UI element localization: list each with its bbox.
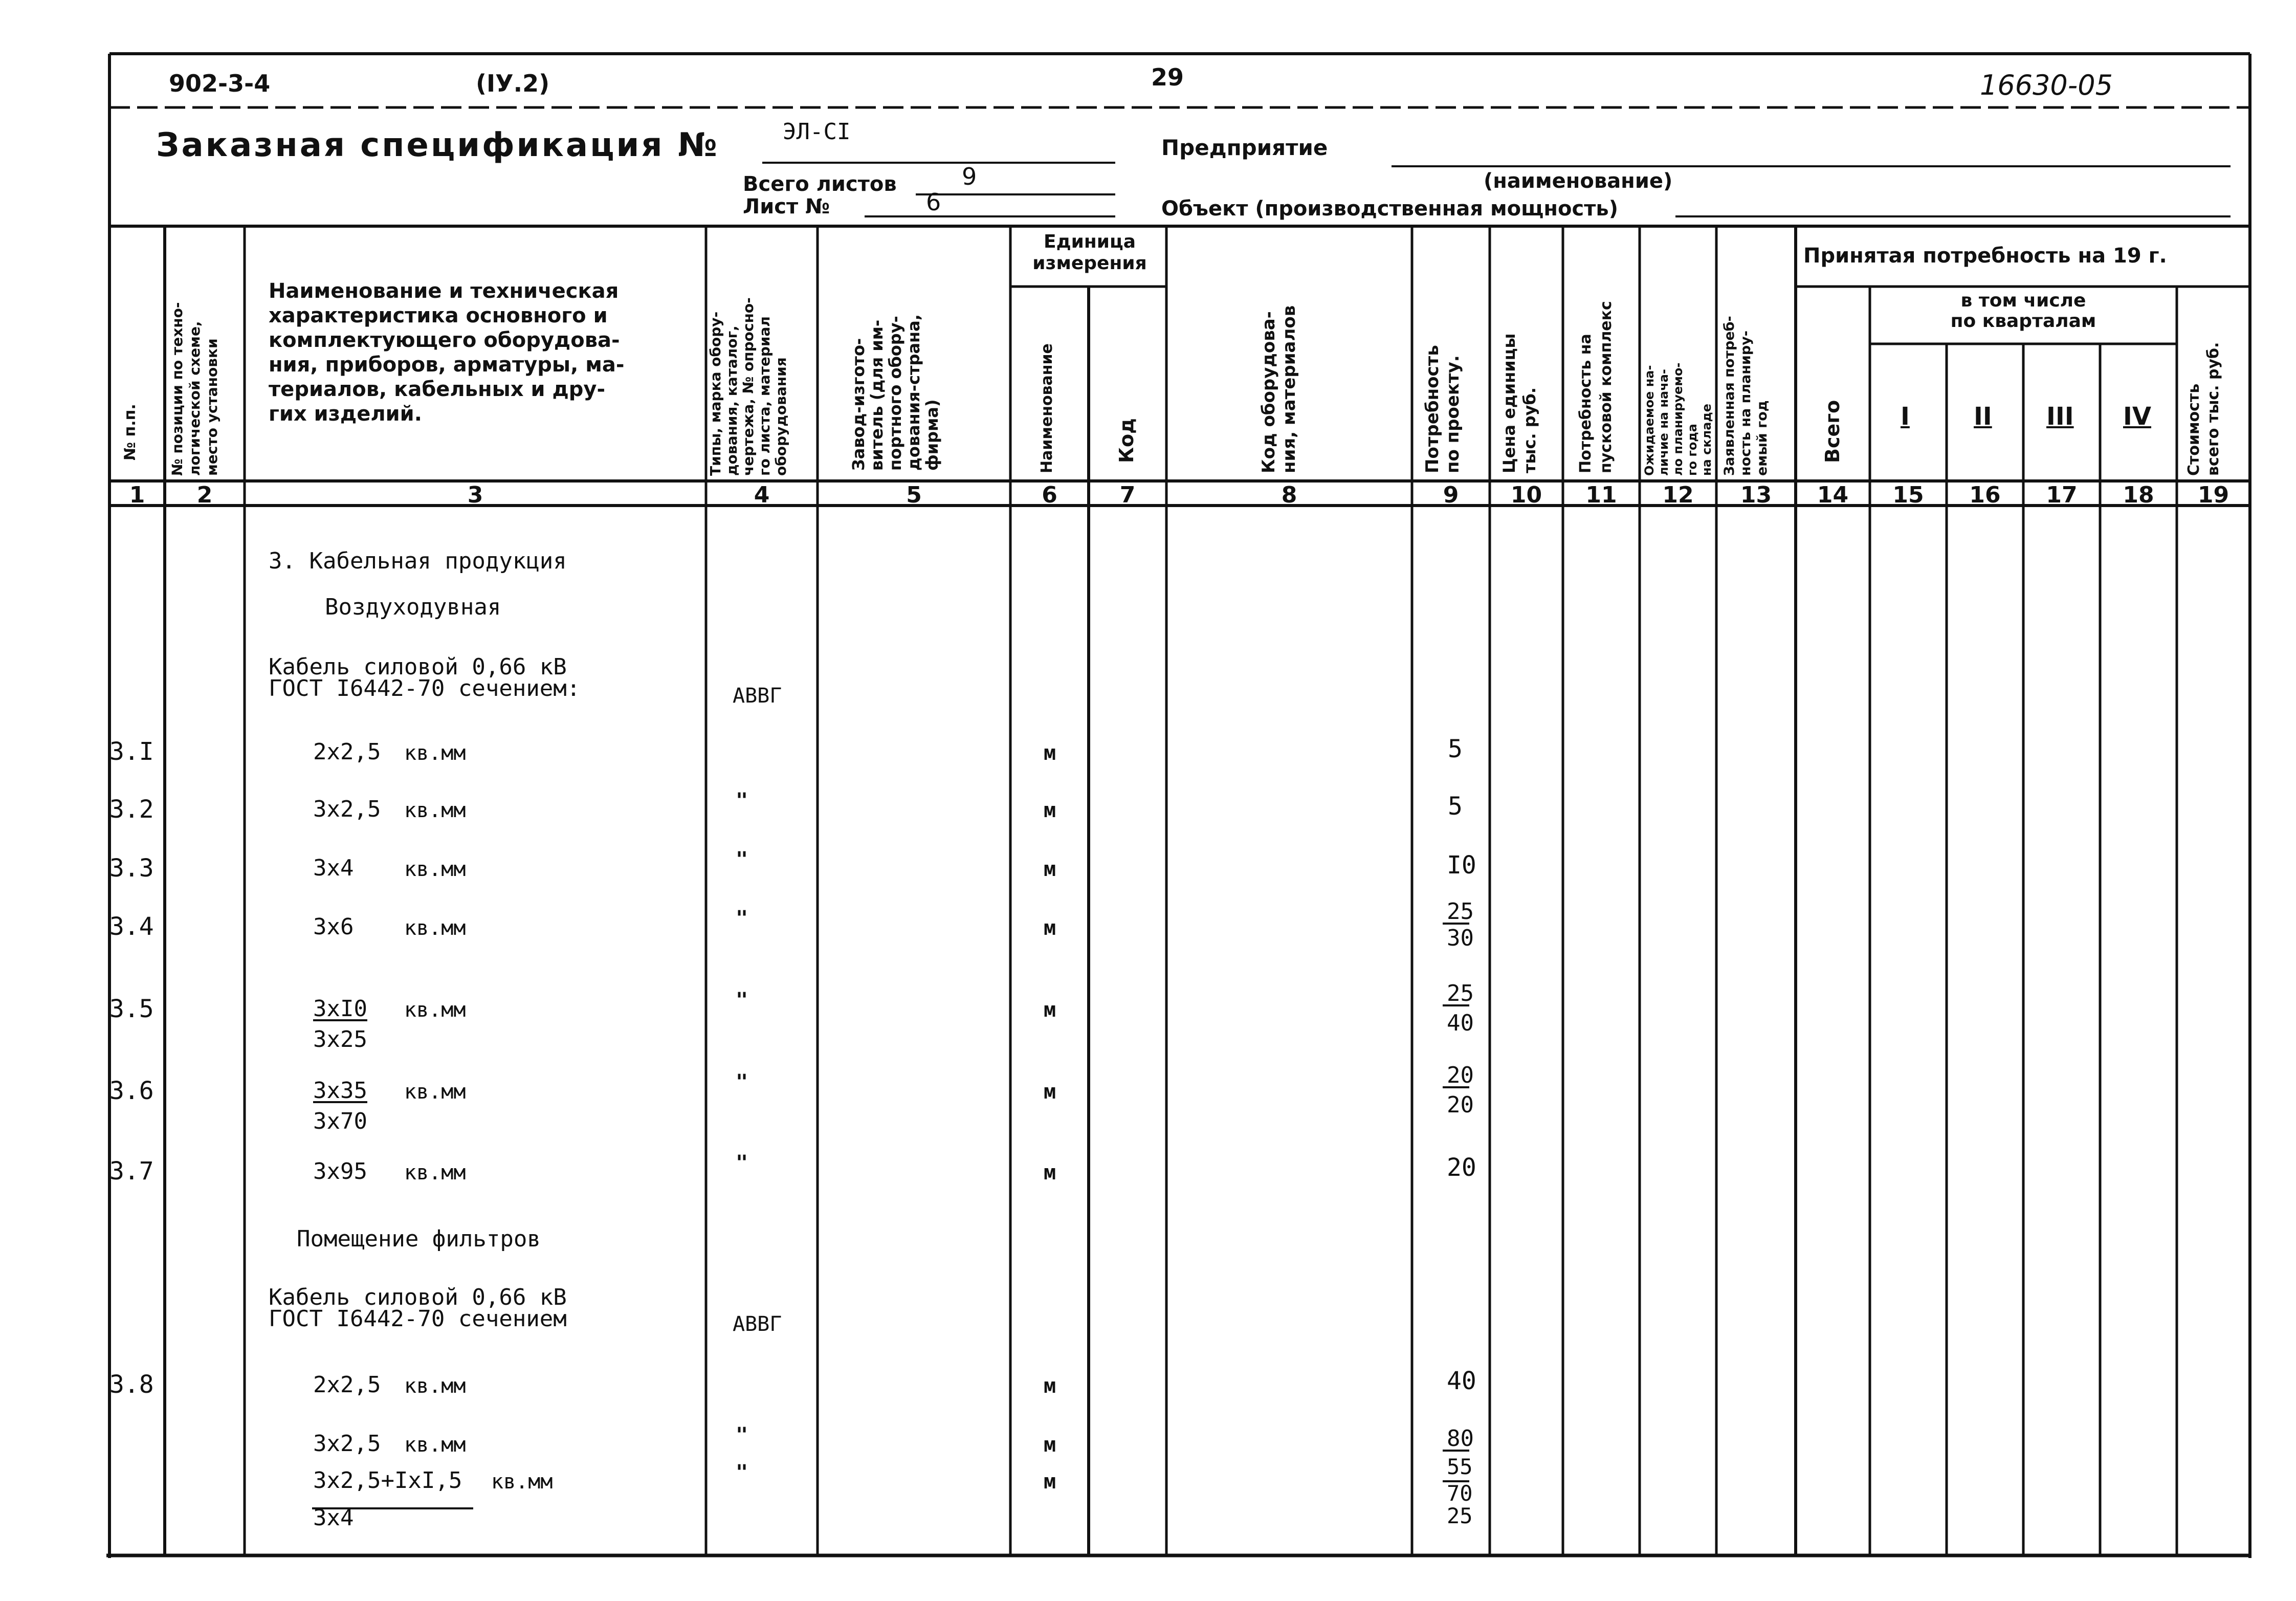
col-header-4: Типы, марка обору- дования, каталог, чертежа, № опросно- го листа, материал оборудования (707, 297, 789, 476)
subsection-blower: Воздуходувная (325, 594, 501, 620)
col-num-3: 3 (467, 482, 483, 508)
doc-part: (IУ.2) (476, 70, 550, 97)
row-number: 3.7 (109, 1157, 154, 1186)
cable-type-2: АВВГ (733, 1312, 782, 1336)
row-number: 3.4 (109, 912, 154, 941)
page-number: 29 (1151, 63, 1184, 91)
unit-value: м (1044, 741, 1056, 765)
quantity-bottom: 20 (1447, 1092, 1474, 1118)
quarter-1: I (1901, 402, 1910, 431)
cable-size: 3х4 (313, 855, 354, 881)
row-number: 3.6 (109, 1077, 154, 1105)
cable-size-alt: 3х4 (313, 1505, 354, 1531)
quarter-3: III (2046, 402, 2074, 431)
name-caption: (наименование) (1484, 169, 1673, 193)
cable-size: 2х2,5 (313, 739, 381, 765)
col-num-9: 9 (1443, 482, 1459, 508)
col-header-6: Наименование (1038, 343, 1056, 473)
ditto-mark: " (736, 1461, 748, 1484)
total-sheets-label: Всего листов (743, 172, 897, 196)
col-num-19: 19 (2197, 482, 2229, 508)
col-num-6: 6 (1042, 482, 1057, 508)
quantity: 20 (1447, 1153, 1476, 1182)
section-title: 3. Кабельная продукция (269, 548, 567, 574)
quarter-4: IV (2123, 402, 2152, 431)
quantity-top: 25 (1447, 980, 1474, 1006)
col-header-14: Всего (1821, 400, 1844, 463)
size-unit: кв.мм (404, 998, 466, 1022)
size-unit: кв.мм (404, 916, 466, 940)
cable-description-1: Кабель силовой 0,66 кВ ГОСТ I6442-70 сечением: (269, 654, 581, 701)
col-num-13: 13 (1740, 482, 1772, 508)
size-unit: кв.мм (404, 1374, 466, 1398)
col-num-17: 17 (2046, 482, 2078, 508)
row-number: 3.5 (109, 995, 154, 1023)
quantity-top: 25 (1447, 898, 1474, 925)
size-unit: кв.мм (404, 1161, 466, 1185)
col-num-15: 15 (1892, 482, 1924, 508)
quantity-top: 20 (1447, 1062, 1474, 1088)
quantity: 40 (1447, 1367, 1476, 1395)
cable-size: 3х2,5 (313, 796, 381, 822)
quantity-middle: 70 (1447, 1481, 1473, 1506)
ditto-mark: " (736, 1070, 748, 1094)
enterprise-label: Предприятие (1161, 135, 1328, 160)
col-num-1: 1 (129, 482, 145, 508)
quantity: I0 (1447, 851, 1476, 880)
subsection-filters: Помещение фильтров (297, 1226, 541, 1252)
accepted-header: Принятая потребность на 19 г. (1803, 244, 2167, 268)
ditto-mark: " (736, 789, 748, 813)
unit-value: м (1044, 1433, 1056, 1457)
col-num-12: 12 (1662, 482, 1694, 508)
sheet-number: 6 (926, 188, 941, 216)
col-num-2: 2 (196, 482, 213, 508)
col-num-10: 10 (1510, 482, 1542, 508)
col-num-7: 7 (1119, 482, 1136, 508)
row-number: 3.8 (109, 1370, 154, 1399)
spec-title: Заказная спецификация № (156, 126, 719, 164)
unit-value: м (1044, 799, 1056, 822)
cable-size: 3х95 (313, 1158, 367, 1185)
quantity-bottom: 25 (1447, 1503, 1473, 1528)
unit-value: м (1044, 1080, 1056, 1104)
cable-size-alt: 3х70 (313, 1108, 367, 1134)
size-unit: кв.мм (404, 1080, 466, 1104)
quantity: 5 (1448, 735, 1463, 763)
unit-value: м (1044, 916, 1056, 940)
size-unit: кв.мм (404, 858, 466, 881)
cable-size: 3хI0 (313, 996, 367, 1022)
ditto-mark: " (736, 1423, 748, 1447)
ditto-mark: " (736, 848, 748, 871)
ditto-mark: " (736, 989, 748, 1012)
col-num-11: 11 (1585, 482, 1617, 508)
col-num-5: 5 (906, 482, 922, 508)
size-unit: кв.мм (491, 1470, 553, 1494)
col-header-11: Потребность на пусковой комплекс (1577, 301, 1615, 473)
unit-value: м (1044, 1161, 1056, 1185)
col-header-9: Потребность по проекту. (1422, 345, 1463, 473)
cable-size-alt: 3х25 (313, 1026, 367, 1052)
unit-value: м (1044, 1374, 1056, 1398)
col-header-3: Наименование и техническая характеристика основного и комплектующего оборудова- ния, приборов, арматуры, ма- териалов, кабельных и дру- гих изделий. (269, 279, 625, 426)
ditto-mark: " (736, 907, 748, 930)
size-unit: кв.мм (404, 799, 466, 822)
col-num-4: 4 (754, 482, 770, 508)
quarters-header: в том числе по кварталам (1950, 290, 2096, 332)
col-header-10: Цена единицы тыс. руб. (1499, 333, 1539, 473)
cable-size: 3х35 (313, 1078, 367, 1104)
doc-number: 16630-05 (1980, 69, 2113, 101)
col-header-12: Ожидаемое на- личие на нача- ло планируемо- го года на складе (1642, 362, 1714, 476)
spec-number: ЭЛ-СI (783, 119, 851, 145)
col-header-2: № позиции по техно- логической схеме, место установки (169, 302, 220, 476)
col-header-8: Код оборудова- ния, материалов (1259, 305, 1299, 473)
row-number: 3.I (109, 737, 154, 766)
col-num-8: 8 (1281, 482, 1297, 508)
col-header-5: Завод-изгото- витель (для им- портного обору- дования-страна, фирма) (849, 314, 942, 471)
quantity-bottom: 30 (1447, 925, 1474, 951)
cable-size: 3х2,5+IхI,5 (313, 1467, 462, 1494)
col-num-18: 18 (2123, 482, 2154, 508)
total-sheets: 9 (962, 163, 977, 190)
cable-description-2: Кабель силовой 0,66 кВ ГОСТ I6442-70 сечением (269, 1284, 567, 1332)
quantity: 5 (1448, 792, 1463, 821)
cable-size: 2х2,5 (313, 1372, 381, 1398)
col-header-13: Заявленная потреб- ность на планиру- емый год (1721, 316, 1770, 476)
col-header-19: Стоимость всего тыс. руб. (2185, 342, 2222, 476)
quantity-bottom: 40 (1447, 1010, 1474, 1036)
col-num-16: 16 (1969, 482, 2001, 508)
col-num-14: 14 (1817, 482, 1849, 508)
sheet-label: Лист № (743, 195, 830, 218)
row-number: 3.2 (109, 795, 154, 824)
size-unit: кв.мм (404, 1433, 466, 1457)
quantity: 80 (1447, 1425, 1474, 1452)
doc-code: 902-3-4 (169, 70, 271, 97)
quarter-2: II (1974, 402, 1992, 431)
row-number: 3.3 (109, 854, 154, 883)
unit-group-header: Единица измерения (1032, 231, 1147, 274)
cable-size: 3х2,5 (313, 1431, 381, 1457)
unit-value: м (1044, 858, 1056, 881)
unit-value: м (1044, 998, 1056, 1022)
size-unit: кв.мм (404, 741, 466, 765)
quantity-top: 55 (1447, 1454, 1473, 1479)
unit-value: м (1044, 1470, 1056, 1494)
cable-size: 3х6 (313, 914, 354, 940)
cable-type-1: АВВГ (733, 684, 782, 708)
col-header-1: № п.п. (121, 404, 139, 460)
col-header-7: Код (1115, 418, 1138, 463)
ditto-mark: " (736, 1151, 748, 1175)
object-label: Объект (производственная мощность) (1161, 197, 1618, 221)
